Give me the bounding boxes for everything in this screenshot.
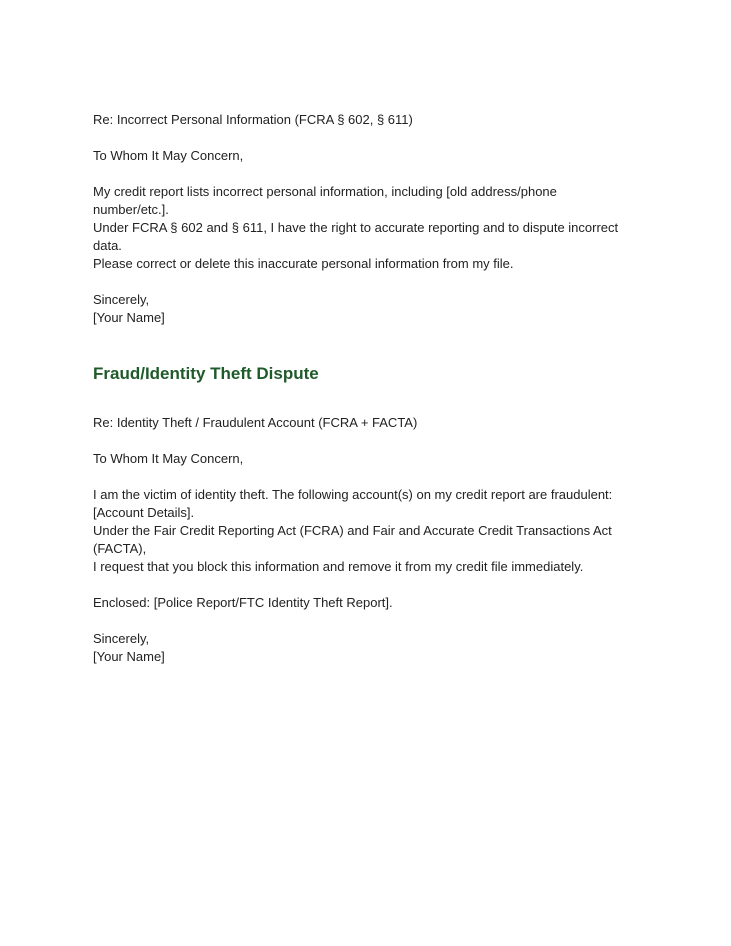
letter1-signature: [Your Name] bbox=[93, 310, 165, 325]
letter1-re-line: Re: Incorrect Personal Information (FCRA § 602, § 611) bbox=[93, 112, 413, 127]
letter1-closing: Sincerely, bbox=[93, 292, 150, 307]
section-heading-fraud: Fraud/Identity Theft Dispute bbox=[93, 364, 319, 383]
letter1-body-line: Please correct or delete this inaccurate personal information from my file. bbox=[93, 256, 514, 271]
letter1-body-line: Under FCRA § 602 and § 611, I have the right to accurate reporting and to dispute incorrect bbox=[93, 220, 619, 235]
letter1-signoff bbox=[93, 291, 638, 327]
letter2-body-line: I am the victim of identity theft. The following account(s) on my credit report are fraudulent: bbox=[93, 487, 613, 502]
letter2-body-line: [Account Details]. bbox=[93, 505, 195, 520]
letter2-signoff bbox=[93, 630, 638, 666]
letter2-body-line: (FACTA), bbox=[93, 541, 147, 556]
letter2-re-line: Re: Identity Theft / Fraudulent Account (FCRA + FACTA) bbox=[93, 415, 418, 430]
letter2-signature: [Your Name] bbox=[93, 649, 165, 664]
letter2-body-line: Under the Fair Credit Reporting Act (FCRA) and Fair and Accurate Credit Transactions Act bbox=[93, 523, 612, 538]
letter2-closing: Sincerely, bbox=[93, 631, 150, 646]
letter2-enclosed: Enclosed: [Police Report/FTC Identity Theft Report]. bbox=[93, 595, 393, 610]
letter2-body bbox=[93, 486, 638, 576]
document-content bbox=[93, 111, 638, 684]
letter1-greeting: To Whom It May Concern, bbox=[93, 148, 244, 163]
letter2-body-line: I request that you block this information and remove it from my credit file immediately. bbox=[93, 559, 584, 574]
letter1-body bbox=[93, 183, 638, 273]
letter1-body-line: data. bbox=[93, 238, 122, 253]
letter2-greeting: To Whom It May Concern, bbox=[93, 451, 244, 466]
letter1-body-line: My credit report lists incorrect personal information, including [old address/phone bbox=[93, 184, 557, 199]
letter1-body-line: number/etc.]. bbox=[93, 202, 169, 217]
